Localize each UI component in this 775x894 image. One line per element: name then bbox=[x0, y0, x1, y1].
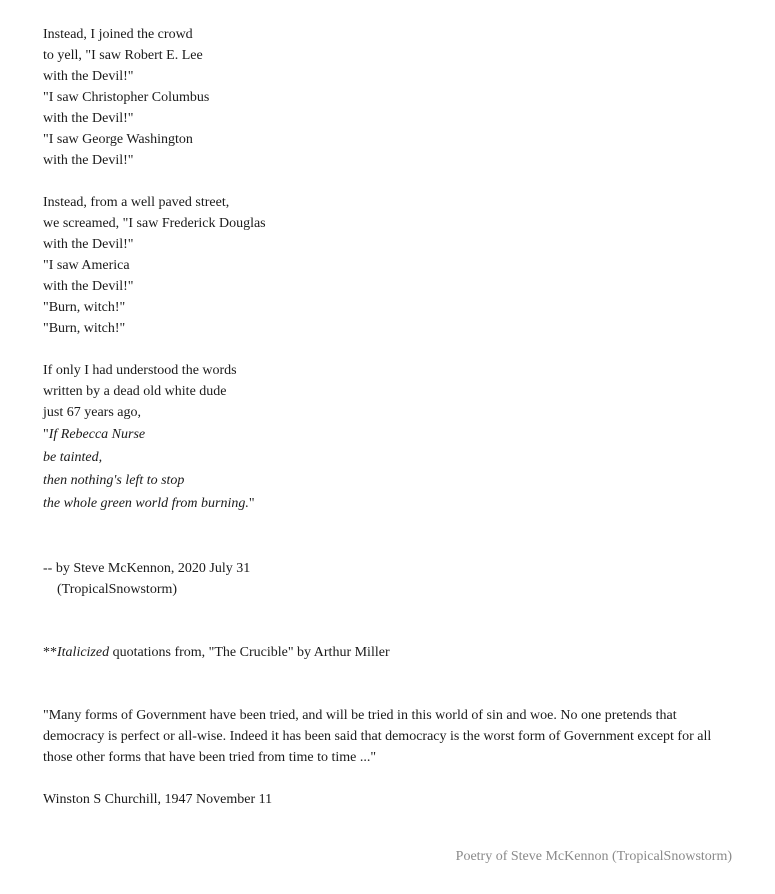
note-prefix: ** bbox=[43, 645, 57, 660]
poem-line: Instead, I joined the crowd bbox=[43, 27, 193, 42]
poem-line: If only I had understood the words bbox=[43, 363, 237, 378]
open-quote: " bbox=[43, 427, 49, 442]
poem-line: "I saw George Washington bbox=[43, 132, 193, 147]
note-italic-word: Italicized bbox=[57, 645, 110, 660]
poem-line: "Burn, witch!" bbox=[43, 321, 126, 336]
footer-credit: Poetry of Steve McKennon (TropicalSnowstorm) bbox=[455, 849, 732, 864]
churchill-quote bbox=[43, 705, 743, 810]
poem-line: to yell, "I saw Robert E. Lee bbox=[43, 48, 203, 63]
stanza-3 bbox=[43, 360, 743, 515]
poem-line: with the Devil!" bbox=[43, 111, 134, 126]
poem-line: just 67 years ago, bbox=[43, 405, 141, 420]
note-text: quotations from, "The Crucible" by Arthur Miller bbox=[109, 645, 390, 660]
poem-line: "Burn, witch!" bbox=[43, 300, 126, 315]
source-note bbox=[43, 642, 743, 663]
signature bbox=[43, 558, 743, 600]
poem-line: "I saw Christopher Columbus bbox=[43, 90, 210, 105]
poem-page bbox=[43, 24, 743, 810]
poem-line: we screamed, "I saw Frederick Douglas bbox=[43, 216, 266, 231]
poem-line: Instead, from a well paved street, bbox=[43, 195, 230, 210]
poem-line: with the Devil!" bbox=[43, 153, 134, 168]
crucible-quote-line bbox=[43, 423, 743, 446]
poem-line: "I saw America bbox=[43, 258, 130, 273]
crucible-quote-line: be tainted, bbox=[43, 450, 103, 465]
crucible-quote-text: If Rebecca Nurse bbox=[48, 427, 146, 442]
close-quote: " bbox=[248, 496, 255, 511]
author-alias: (TropicalSnowstorm) bbox=[57, 582, 178, 597]
crucible-quote-line bbox=[43, 492, 743, 515]
churchill-quote-text: "Many forms of Government have been tried, and will be tried in this world of sin and woe. No one pretends that democracy is perfect or all-wise. Indeed it has been said that democracy is the worst form of Government except for all those other forms that have been tried from time to time ..." bbox=[43, 708, 712, 765]
stanza-2 bbox=[43, 192, 743, 339]
crucible-quote-line: then nothing's left to stop bbox=[43, 473, 185, 488]
byline: -- by Steve McKennon, 2020 July 31 bbox=[43, 561, 251, 576]
poem-line: with the Devil!" bbox=[43, 237, 134, 252]
poem-line: written by a dead old white dude bbox=[43, 384, 227, 399]
crucible-quote-text: the whole green world from burning. bbox=[43, 496, 249, 511]
churchill-attribution: Winston S Churchill, 1947 November 11 bbox=[43, 792, 273, 807]
stanza-1 bbox=[43, 24, 743, 171]
poem-line: with the Devil!" bbox=[43, 69, 134, 84]
poem-line: with the Devil!" bbox=[43, 279, 134, 294]
